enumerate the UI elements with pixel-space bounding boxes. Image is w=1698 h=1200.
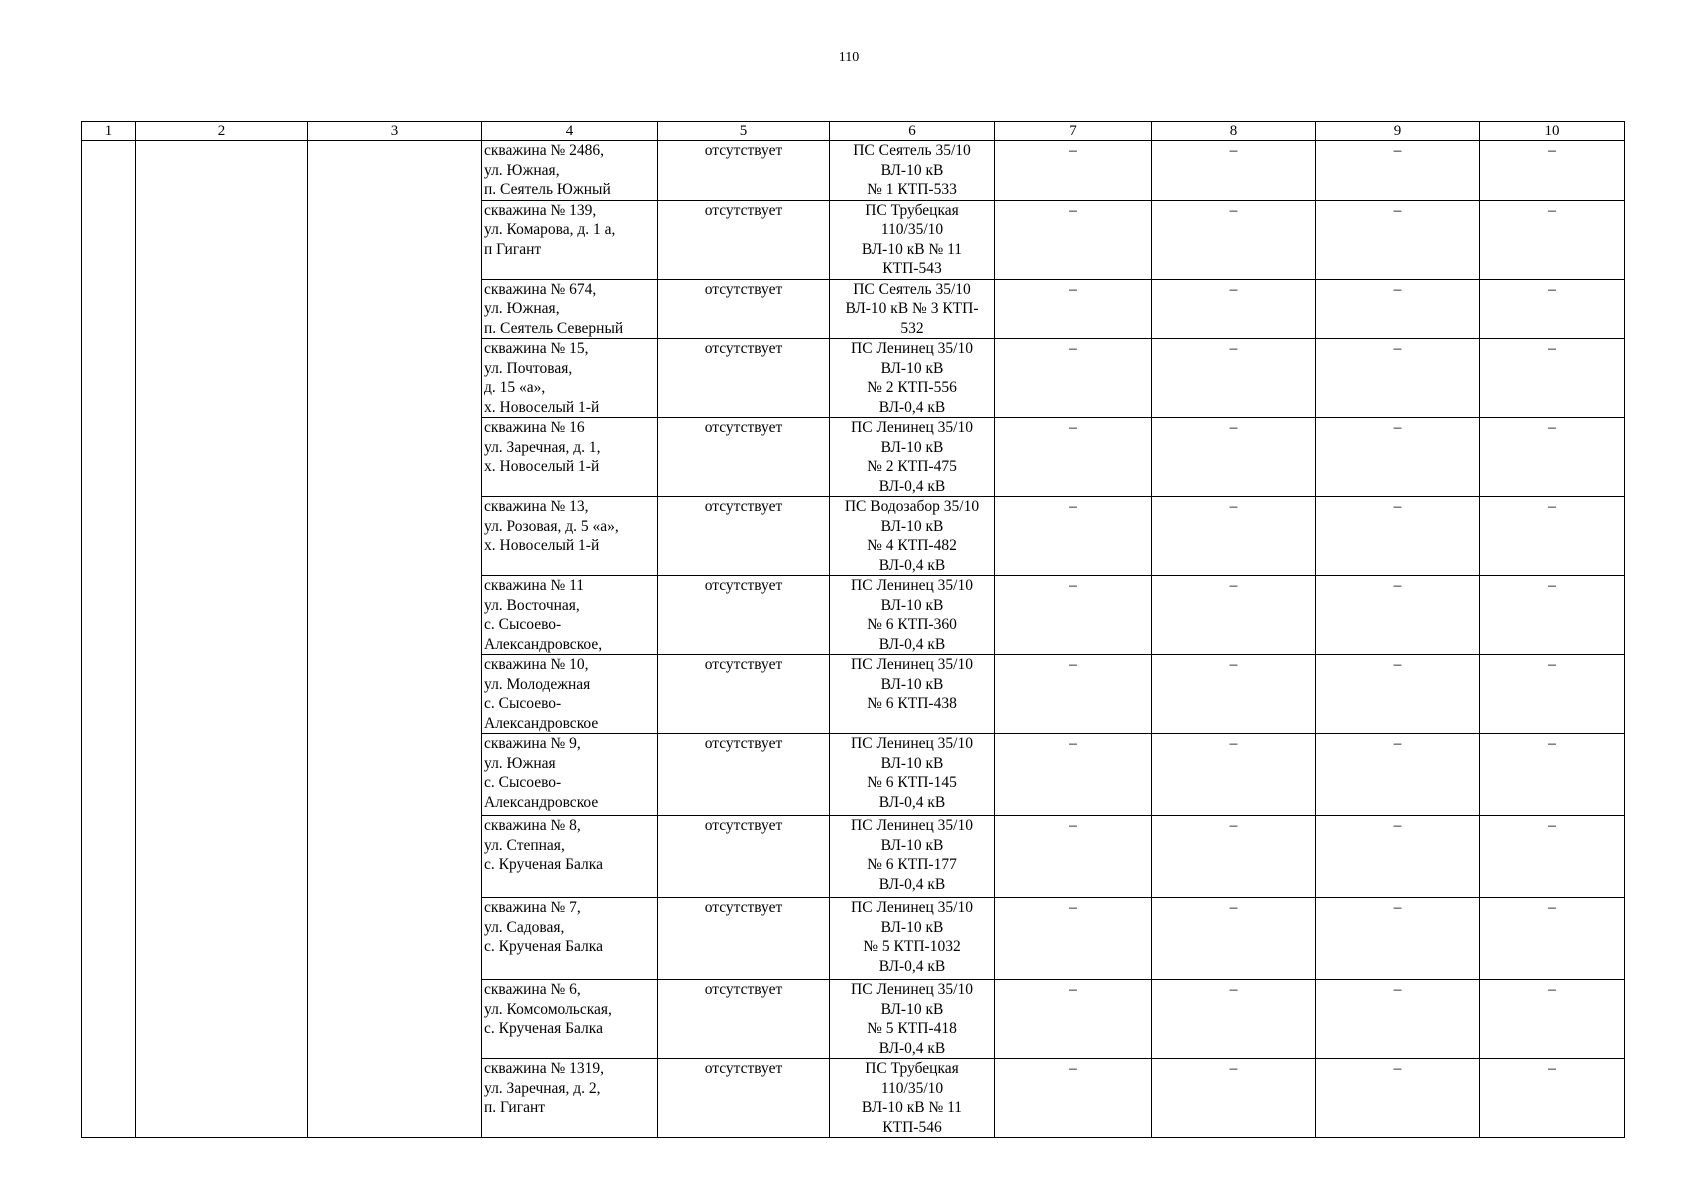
cell-col-2: [136, 898, 308, 980]
cell-c8-dash: –: [1152, 734, 1316, 816]
cell-power-source: [830, 898, 995, 980]
address-line: ул. Южная: [484, 754, 556, 772]
cell-status: отсутствует: [658, 655, 830, 734]
address-line: п Гигант: [484, 240, 542, 258]
address-line: ул. Южная,: [484, 300, 560, 317]
table-row: [82, 816, 1625, 898]
address-line: скважина № 9,: [484, 735, 581, 752]
power-source-line: № 6 КТП-177: [867, 856, 957, 873]
address-line: х. Новоселый 1-й: [484, 537, 600, 554]
column-header-1: 1: [82, 122, 136, 141]
cell-col-3: [308, 339, 482, 418]
power-source-line: ВЛ-0,4 кВ: [878, 875, 946, 893]
power-source-line: ВЛ-0,4 кВ: [878, 635, 946, 653]
power-source-line: № 5 КТП-418: [867, 1020, 957, 1037]
cell-address: [482, 200, 658, 279]
cell-c7-dash: –: [995, 816, 1152, 898]
cell-col-1: [82, 497, 136, 576]
cell-c10-dash: –: [1480, 898, 1625, 980]
cell-power-source: [830, 816, 995, 898]
cell-c8-dash: –: [1152, 200, 1316, 279]
cell-c10-dash: –: [1480, 655, 1625, 734]
power-source-line: ВЛ-10 кВ: [880, 517, 944, 535]
power-source-line: ВЛ-10 кВ: [880, 596, 944, 614]
cell-power-source: [830, 576, 995, 655]
column-header-8: 8: [1152, 122, 1316, 141]
power-source-line: ВЛ-0,4 кВ: [878, 398, 946, 416]
cell-status: отсутствует: [658, 497, 830, 576]
address-line: скважина № 7,: [484, 899, 581, 916]
column-header-2: 2: [136, 122, 308, 141]
cell-col-3: [308, 655, 482, 734]
cell-col-1: [82, 418, 136, 497]
power-source-line: ВЛ-10 кВ: [880, 675, 944, 693]
cell-power-source: [830, 497, 995, 576]
column-header-4: 4: [482, 122, 658, 141]
cell-c9-dash: –: [1316, 655, 1480, 734]
address-line: ул. Почтовая,: [484, 359, 573, 377]
cell-col-2: [136, 279, 308, 339]
cell-address: [482, 418, 658, 497]
address-line: ул. Степная,: [484, 836, 565, 854]
cell-c10-dash: –: [1480, 339, 1625, 418]
address-line: Александровское: [484, 714, 599, 732]
cell-col-2: [136, 980, 308, 1059]
cell-power-source: [830, 1059, 995, 1138]
table-row: [82, 279, 1625, 339]
address-line: д. 15 «а»,: [484, 379, 546, 396]
power-source-line: ПС Трубецкая: [865, 1060, 959, 1077]
cell-c8-dash: –: [1152, 497, 1316, 576]
power-source-line: ВЛ-10 кВ: [880, 161, 944, 179]
cell-col-1: [82, 1059, 136, 1138]
table-row: [82, 898, 1625, 980]
cell-col-3: [308, 816, 482, 898]
cell-address: [482, 655, 658, 734]
cell-col-2: [136, 418, 308, 497]
cell-c10-dash: –: [1480, 734, 1625, 816]
table-row: [82, 980, 1625, 1059]
cell-c8-dash: –: [1152, 576, 1316, 655]
power-source-line: ПС Ленинец 35/10: [851, 899, 973, 916]
cell-c10-dash: –: [1480, 497, 1625, 576]
cell-power-source: [830, 279, 995, 339]
cell-status: отсутствует: [658, 418, 830, 497]
power-source-line: КТП-543: [882, 260, 942, 277]
address-line: скважина № 10,: [484, 656, 589, 673]
cell-col-3: [308, 418, 482, 497]
address-line: скважина № 6,: [484, 981, 581, 998]
table-row: [82, 339, 1625, 418]
table-row: [82, 418, 1625, 497]
cell-c10-dash: –: [1480, 576, 1625, 655]
address-line: скважина № 8,: [484, 817, 581, 834]
cell-c9-dash: –: [1316, 980, 1480, 1059]
address-line: ул. Комарова, д. 1 а,: [484, 221, 616, 238]
cell-col-2: [136, 1059, 308, 1138]
cell-c7-dash: –: [995, 339, 1152, 418]
address-line: с. Крученая Балка: [484, 938, 603, 955]
cell-c8-dash: –: [1152, 816, 1316, 898]
address-line: х. Новоселый 1-й: [484, 458, 600, 475]
cell-col-1: [82, 898, 136, 980]
address-line: ул. Восточная,: [484, 596, 580, 614]
power-source-line: ПС Сеятель 35/10: [853, 280, 971, 298]
cell-address: [482, 339, 658, 418]
power-source-line: ВЛ-0,4 кВ: [878, 1039, 946, 1057]
power-source-line: ПС Ленинец 35/10: [851, 735, 973, 752]
address-line: п. Гигант: [484, 1099, 546, 1116]
power-source-line: ПС Ленинец 35/10: [851, 419, 973, 436]
power-source-line: № 6 КТП-145: [867, 774, 957, 791]
address-line: ул. Комсомольская,: [484, 1000, 612, 1018]
cell-power-source: [830, 734, 995, 816]
cell-c10-dash: –: [1480, 279, 1625, 339]
table-row: [82, 200, 1625, 279]
cell-c7-dash: –: [995, 1059, 1152, 1138]
cell-status: отсутствует: [658, 200, 830, 279]
cell-c9-dash: –: [1316, 200, 1480, 279]
column-header-7: 7: [995, 122, 1152, 141]
cell-status: отсутствует: [658, 576, 830, 655]
address-line: с. Сысоево-: [484, 616, 562, 633]
cell-status: отсутствует: [658, 1059, 830, 1138]
cell-c10-dash: –: [1480, 200, 1625, 279]
cell-power-source: [830, 339, 995, 418]
power-source-line: ПС Ленинец 35/10: [851, 981, 973, 998]
address-line: скважина № 2486,: [484, 142, 604, 159]
address-line: скважина № 139,: [484, 201, 597, 219]
cell-c10-dash: –: [1480, 980, 1625, 1059]
power-source-line: ВЛ-10 кВ: [880, 359, 944, 377]
address-line: ул. Заречная, д. 2,: [484, 1079, 601, 1097]
column-header-10: 10: [1480, 122, 1625, 141]
cell-address: [482, 734, 658, 816]
column-header-6: 6: [830, 122, 995, 141]
power-source-line: 110/35/10: [880, 1079, 944, 1097]
power-source-line: № 2 КТП-556: [867, 379, 957, 396]
cell-col-2: [136, 734, 308, 816]
cell-status: отсутствует: [658, 898, 830, 980]
cell-col-1: [82, 816, 136, 898]
cell-address: [482, 497, 658, 576]
cell-c7-dash: –: [995, 898, 1152, 980]
cell-c9-dash: –: [1316, 816, 1480, 898]
cell-col-1: [82, 339, 136, 418]
address-line: х. Новоселый 1-й: [484, 398, 600, 416]
cell-col-3: [308, 980, 482, 1059]
address-line: Александровское,: [484, 635, 603, 653]
column-header-3: 3: [308, 122, 482, 141]
cell-c9-dash: –: [1316, 279, 1480, 339]
address-line: скважина № 16: [484, 419, 585, 436]
cell-col-1: [82, 655, 136, 734]
address-line: с. Крученая Балка: [484, 1020, 603, 1037]
table-row: [82, 141, 1625, 201]
cell-c7-dash: –: [995, 497, 1152, 576]
cell-c10-dash: –: [1480, 141, 1625, 201]
address-line: скважина № 13,: [484, 498, 589, 515]
cell-col-3: [308, 734, 482, 816]
cell-c10-dash: –: [1480, 1059, 1625, 1138]
cell-c9-dash: –: [1316, 497, 1480, 576]
cell-address: [482, 141, 658, 201]
table-row: [82, 1059, 1625, 1138]
power-source-line: ПС Водозабор 35/10: [844, 498, 980, 515]
cell-address: [482, 576, 658, 655]
column-header-5: 5: [658, 122, 830, 141]
cell-col-3: [308, 1059, 482, 1138]
cell-c7-dash: –: [995, 200, 1152, 279]
address-line: п. Сеятель Северный: [484, 319, 624, 337]
page-number: 110: [838, 50, 860, 65]
cell-col-1: [82, 734, 136, 816]
cell-address: [482, 279, 658, 339]
address-line: ул. Молодежная: [484, 675, 591, 693]
cell-c8-dash: –: [1152, 418, 1316, 497]
address-line: с. Сысоево-: [484, 774, 562, 791]
cell-col-2: [136, 141, 308, 201]
table-row: [82, 734, 1625, 816]
cell-power-source: [830, 141, 995, 201]
cell-c9-dash: –: [1316, 898, 1480, 980]
cell-c8-dash: –: [1152, 898, 1316, 980]
cell-status: отсутствует: [658, 339, 830, 418]
address-line: скважина № 11: [484, 577, 585, 594]
address-line: ул. Розовая, д. 5 «а»,: [484, 517, 619, 535]
data-table: [81, 121, 1625, 1138]
cell-c8-dash: –: [1152, 279, 1316, 339]
cell-c8-dash: –: [1152, 141, 1316, 201]
cell-address: [482, 1059, 658, 1138]
cell-c7-dash: –: [995, 980, 1152, 1059]
table-row: [82, 576, 1625, 655]
address-line: ул. Южная,: [484, 161, 560, 179]
cell-c7-dash: –: [995, 279, 1152, 339]
cell-c7-dash: –: [995, 576, 1152, 655]
power-source-line: № 5 КТП-1032: [863, 938, 961, 955]
address-line: скважина № 1319,: [484, 1060, 604, 1077]
header-row: [82, 122, 1625, 141]
cell-c9-dash: –: [1316, 576, 1480, 655]
power-source-line: КТП-546: [882, 1118, 942, 1136]
table-row: [82, 497, 1625, 576]
cell-c9-dash: –: [1316, 141, 1480, 201]
cell-col-1: [82, 200, 136, 279]
power-source-line: № 2 КТП-475: [867, 458, 957, 475]
cell-col-1: [82, 576, 136, 655]
power-source-line: ВЛ-0,4 кВ: [878, 477, 946, 495]
cell-c9-dash: –: [1316, 1059, 1480, 1138]
cell-status: отсутствует: [658, 279, 830, 339]
cell-col-3: [308, 497, 482, 576]
cell-power-source: [830, 418, 995, 497]
cell-address: [482, 898, 658, 980]
cell-c7-dash: –: [995, 141, 1152, 201]
power-source-line: ПС Сеятель 35/10: [853, 142, 971, 159]
cell-col-2: [136, 816, 308, 898]
cell-status: отсутствует: [658, 734, 830, 816]
cell-c7-dash: –: [995, 418, 1152, 497]
address-line: п. Сеятель Южный: [484, 181, 611, 198]
column-header-9: 9: [1316, 122, 1480, 141]
power-source-line: ВЛ-10 кВ № 3 КТП-: [845, 300, 979, 317]
cell-power-source: [830, 655, 995, 734]
cell-c9-dash: –: [1316, 418, 1480, 497]
cell-col-2: [136, 339, 308, 418]
power-source-line: ПС Трубецкая: [865, 201, 959, 219]
power-source-line: ВЛ-0,4 кВ: [878, 957, 946, 975]
cell-c7-dash: –: [995, 655, 1152, 734]
power-source-line: ПС Ленинец 35/10: [851, 817, 973, 834]
cell-address: [482, 816, 658, 898]
cell-col-2: [136, 576, 308, 655]
power-source-line: ПС Ленинец 35/10: [851, 656, 973, 673]
cell-col-1: [82, 141, 136, 201]
cell-power-source: [830, 200, 995, 279]
cell-col-2: [136, 655, 308, 734]
power-source-line: ВЛ-10 кВ: [880, 754, 944, 772]
power-source-line: ВЛ-10 кВ № 11: [861, 240, 963, 258]
cell-c7-dash: –: [995, 734, 1152, 816]
cell-col-3: [308, 279, 482, 339]
address-line: с. Крученая Балка: [484, 856, 603, 873]
cell-col-3: [308, 141, 482, 201]
cell-c10-dash: –: [1480, 816, 1625, 898]
cell-status: отсутствует: [658, 816, 830, 898]
power-source-line: № 6 КТП-360: [867, 616, 957, 633]
cell-col-2: [136, 200, 308, 279]
cell-col-3: [308, 898, 482, 980]
cell-status: отсутствует: [658, 141, 830, 201]
power-source-line: № 1 КТП-533: [867, 181, 957, 198]
power-source-line: ВЛ-10 кВ № 11: [861, 1099, 963, 1116]
cell-col-1: [82, 279, 136, 339]
address-line: ул. Садовая,: [484, 918, 565, 936]
address-line: скважина № 674,: [484, 280, 597, 298]
cell-col-1: [82, 980, 136, 1059]
cell-status: отсутствует: [658, 980, 830, 1059]
power-source-line: ВЛ-10 кВ: [880, 836, 944, 854]
power-source-line: ПС Ленинец 35/10: [851, 577, 973, 594]
cell-c9-dash: –: [1316, 339, 1480, 418]
table-body: [82, 141, 1625, 1138]
address-line: Александровское: [484, 793, 599, 811]
power-source-line: № 6 КТП-438: [867, 695, 957, 712]
power-source-line: № 4 КТП-482: [867, 537, 957, 554]
power-source-line: ПС Ленинец 35/10: [851, 340, 973, 357]
power-source-line: ВЛ-0,4 кВ: [878, 793, 946, 811]
power-source-line: ВЛ-10 кВ: [880, 438, 944, 456]
cell-address: [482, 980, 658, 1059]
cell-c8-dash: –: [1152, 1059, 1316, 1138]
cell-col-2: [136, 497, 308, 576]
address-line: ул. Заречная, д. 1,: [484, 438, 601, 456]
address-line: скважина № 15,: [484, 340, 589, 357]
address-line: с. Сысоево-: [484, 695, 562, 712]
cell-col-3: [308, 200, 482, 279]
power-source-line: 110/35/10: [880, 221, 944, 238]
power-source-line: ВЛ-0,4 кВ: [878, 556, 946, 574]
cell-c8-dash: –: [1152, 339, 1316, 418]
cell-c8-dash: –: [1152, 655, 1316, 734]
cell-c8-dash: –: [1152, 980, 1316, 1059]
cell-c9-dash: –: [1316, 734, 1480, 816]
power-source-line: ВЛ-10 кВ: [880, 1000, 944, 1018]
power-source-line: ВЛ-10 кВ: [880, 918, 944, 936]
table-row: [82, 655, 1625, 734]
power-source-line: 532: [900, 319, 924, 337]
cell-col-3: [308, 576, 482, 655]
cell-power-source: [830, 980, 995, 1059]
cell-c10-dash: –: [1480, 418, 1625, 497]
